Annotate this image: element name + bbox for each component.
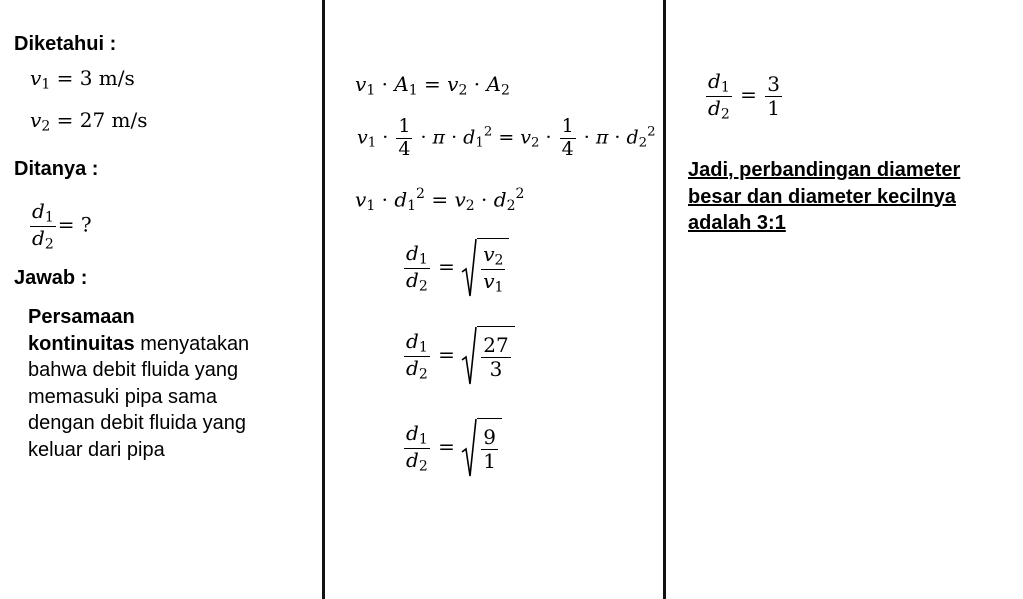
continuity-equation: $v_1 \cdot A_1 = v_2 \cdot A_2$: [355, 72, 510, 99]
para-bold-1: Persamaan: [28, 306, 135, 328]
continuity-explanation: [28, 304, 308, 463]
sqrt-step-3: $\frac{d_1}{d_2}$ = $\frac{9}{1}$: [402, 418, 502, 478]
sqrt-step-1: $\frac{d_1}{d_2}$ = $\frac{v_2}{v_1}$: [402, 238, 509, 298]
sqrt-symbol: $\frac{9}{1}$: [461, 418, 502, 478]
asked-ratio: [28, 200, 92, 252]
v2-value: 27 m/s: [79, 108, 148, 132]
conclusion-line: adalah 3:1: [688, 212, 786, 234]
para-line: dengan debit fluida yang: [28, 412, 246, 434]
para-line: memasuki pipa sama: [28, 385, 217, 408]
column-divider-right: [663, 0, 666, 599]
v1-given: $v_1 = 3$ m/s: [30, 66, 135, 93]
area-substitution-equation: $v_1$ · $\frac{1}{4}$ · $\pi \cdot d_1^2 = v_2$ · $\frac{1}{4}$ · $\pi \cdot d_2^2$: [357, 115, 656, 160]
column-divider-left: [322, 0, 325, 599]
conclusion-line: besar dan diameter kecilnya: [688, 185, 956, 208]
para-line: bahwa debit fluida yang: [28, 359, 239, 381]
conclusion-text: [688, 157, 1008, 237]
v1-value: 3 m/s: [79, 66, 135, 90]
para-line: keluar dari pipa: [28, 438, 165, 461]
para-rest-1: menyatakan: [134, 332, 250, 355]
asked-heading: Ditanya :: [14, 158, 99, 180]
ratio-result-fraction: $\frac{3}{1}$: [767, 71, 780, 120]
v2-given: $v_2 = 27$ m/s: [30, 108, 148, 135]
quarter-fraction: $\frac{1}{4}$: [561, 115, 574, 160]
sqrt-symbol: $\frac{27}{3}$: [461, 326, 514, 386]
simplified-equation: $v_1 \cdot d_1^2 = v_2 \cdot d_2^2$: [355, 186, 525, 214]
quarter-fraction: $\frac{1}{4}$: [398, 115, 411, 160]
known-heading: Diketahui :: [14, 33, 117, 55]
conclusion-line: Jadi, perbandingan diameter: [688, 159, 961, 181]
d-ratio-fraction: $\frac{d_1}{d_2}$: [32, 199, 54, 253]
sqrt-symbol: $\frac{v_2}{v_1}$: [461, 238, 509, 298]
asked-rhs: = ?: [57, 212, 92, 237]
final-ratio: $\frac{d_1}{d_2}$ = $\frac{3}{1}$: [708, 69, 780, 123]
para-bold-2: kontinuitas: [28, 332, 135, 355]
answer-heading: Jawab :: [14, 267, 88, 289]
sqrt-step-2: $\frac{d_1}{d_2}$ = $\frac{27}{3}$: [402, 326, 515, 386]
